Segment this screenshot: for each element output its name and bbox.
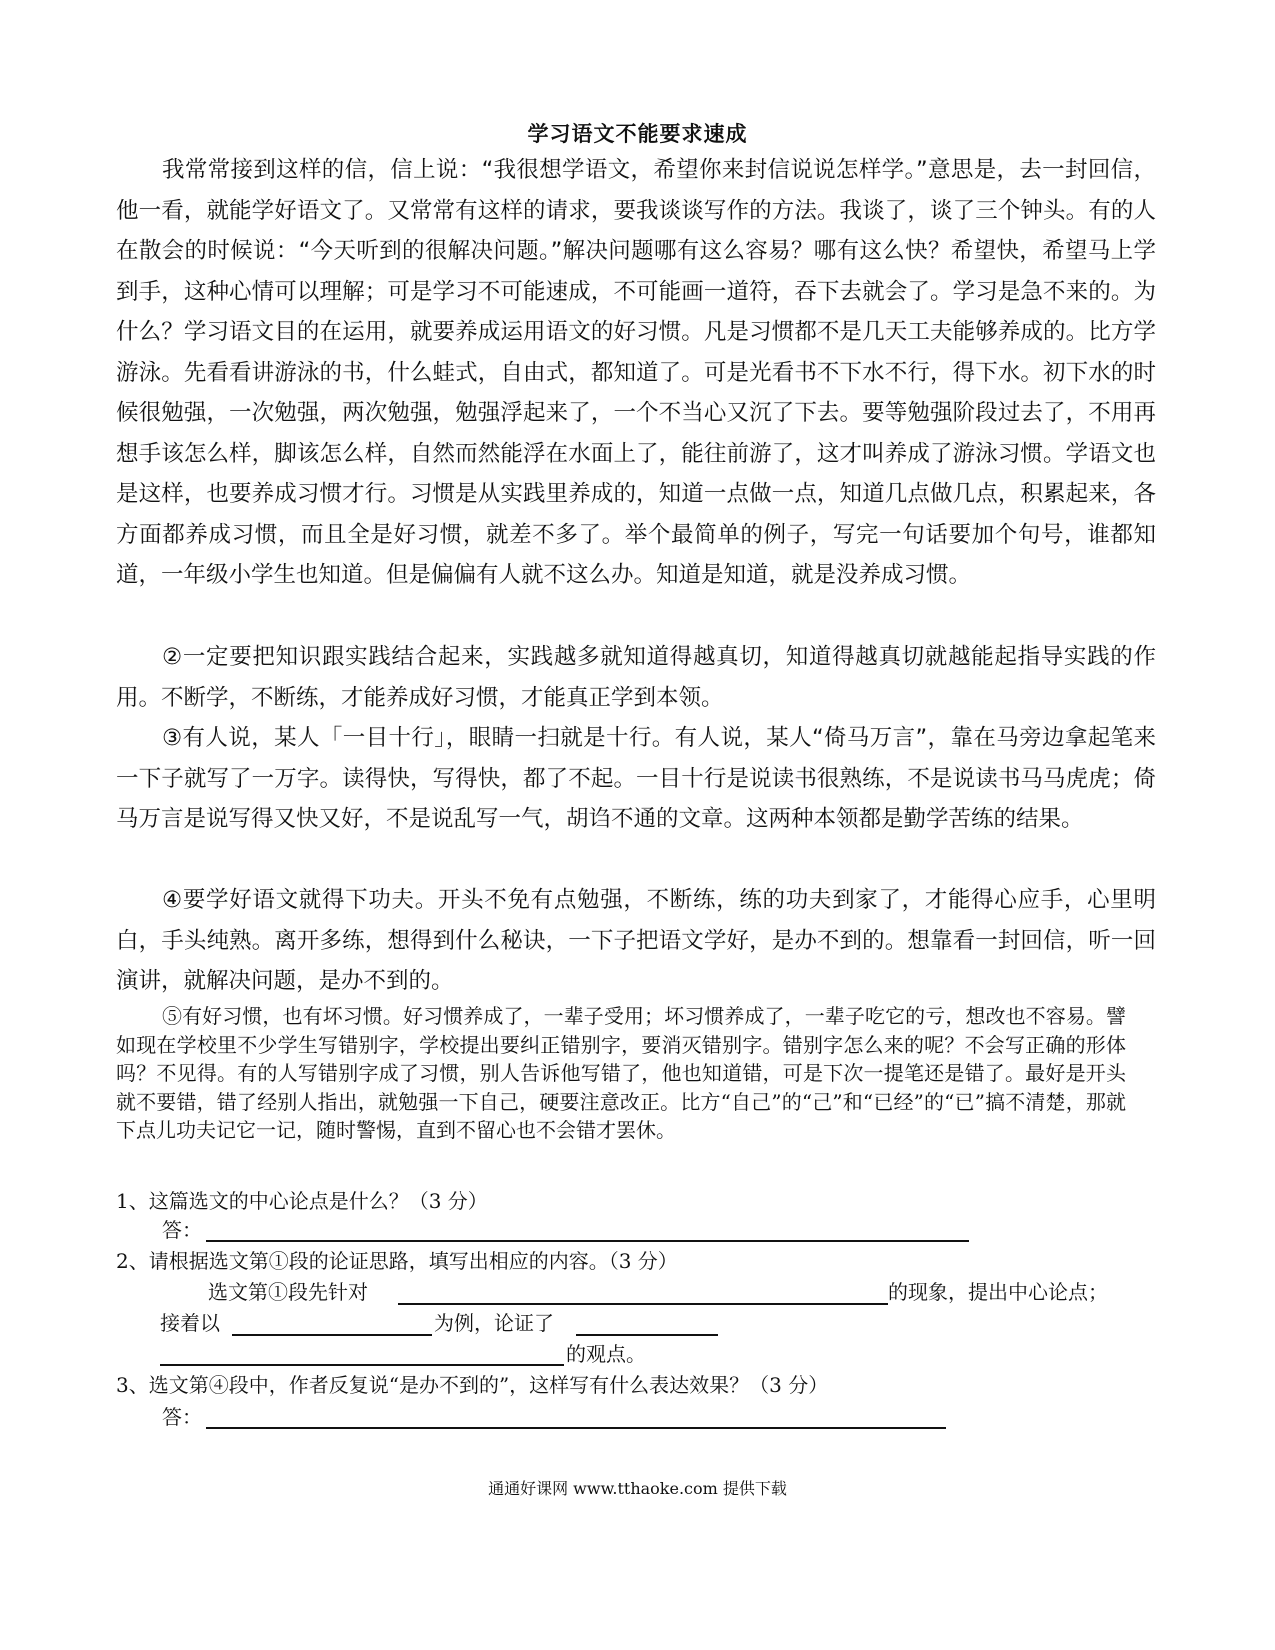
paragraph-3: ③有人说，某人「一目十行」，眼睛一扫就是十行。有人说，某人“倚马万言”，靠在马旁边拿起笔来一下子就写了一万字。读得快，写得快，都了不起。一目十行是说读书很熟练，不是说读书马马虎虎；倚马万言是说写得又快又好，不是说乱写一气，胡诌不通的文章。这两种本领都是勤学苦练的结果。 [116, 725, 1156, 832]
page-title: 学习语文不能要求速成 [527, 122, 748, 146]
paragraph-2: ②一定要把知识跟实践结合起来，实践越多就知道得越真切，知道得越真切就越能起指导实践的作用。不断学，不断练，才能养成好习惯，才能真正学到本领。 [116, 644, 1156, 711]
q2-blank-argument-a[interactable] [576, 1334, 718, 1336]
q2-line3-suffix: 的观点。 [566, 1342, 646, 1366]
q2-blank-argument-b[interactable] [160, 1364, 564, 1366]
question-1: 1、这篇选文的中心论点是什么？（3 分） [116, 1189, 488, 1213]
question-3: 3、选文第④段中，作者反复说“是办不到的”，这样写有什么表达效果？（3 分） [116, 1373, 829, 1397]
q2-line1-suffix: 的现象，提出中心论点； [888, 1280, 1108, 1304]
paragraph-5: ⑤有好习惯，也有坏习惯。好习惯养成了，一辈子受用；坏习惯养成了，一辈子吃它的亏，想改也不容易。譬如现在学校里不少学生写错别字，学校提出要纠正错别字，要消灭错别字。错别字怎么来的呢？不会写正确的形体吗？不见得。有的人写错别字成了习惯，别人告诉他写错了，他也知道错，可是下次一提笔还是错了。最好是开头就不要错，错了经别人指出，就勉强一下自己，硬要注意改正。比方“自己”的“己”和“已经”的“已”搞不清楚，那就下点儿功夫记它一记，随时警惕，直到不留心也不会错才罢休。 [116, 1004, 1126, 1142]
paragraph-4: ④要学好语文就得下功夫。开头不免有点勉强，不断练，练的功夫到家了，才能得心应手，心里明白，手头纯熟。离开多练，想得到什么秘诀，一下子把语文学好，是办不到的。想靠看一封回信，听一回演讲，就解决问题，是办不到的。 [116, 887, 1156, 994]
answer-blank-3[interactable] [206, 1427, 946, 1429]
paragraph-1: 我常常接到这样的信，信上说：“我很想学语文，希望你来封信说说怎样学。”意思是，去一封回信，他一看，就能学好语文了。又常常有这样的请求，要我谈谈写作的方法。我谈了，谈了三个钟头。有的人在散会的时候说：“今天听到的很解决问题。”解决问题哪有这么容易？哪有这么快？希望快，希望马上学到手，这种心情可以理解；可是学习不可能速成，不可能画一道符，吞下去就会了。学习是急不来的。为什么？学习语文目的在运用，就要养成运用语文的好习惯。凡是习惯都不是几天工夫能够养成的。比方学游泳。先看看讲游泳的书，什么蛙式，自由式，都知道了。可是光看书不下水不行，得下水。初下水的时候很勉强，一次勉强，两次勉强，勉强浮起来了，一个不当心又沉了下去。要等勉强阶段过去了，不用再想手该怎么样，脚该怎么样，自然而然能浮在水面上了，能往前游了，这才叫养成了游泳习惯。学语文也是这样，也要养成习惯才行。习惯是从实践里养成的，知道一点做一点，知道几点做几点，积累起来，各方面都养成习惯，而且全是好习惯，就差不多了。举个最简单的例子，写完一句话要加个句号，谁都知道，一年级小学生也知道。但是偏偏有人就不这么办。知道是知道，就是没养成习惯。 [116, 157, 1156, 588]
question-2: 2、请根据选文第①段的论证思路，填写出相应的内容。（3 分） [116, 1249, 678, 1273]
q2-line2-middle: 为例，论证了 [434, 1311, 554, 1335]
q2-line2-prefix: 接着以 [160, 1311, 220, 1335]
answer-label-1: 答： [162, 1218, 202, 1242]
q2-blank-phenomenon[interactable] [398, 1303, 888, 1305]
answer-label-3: 答： [162, 1405, 202, 1429]
q2-blank-example[interactable] [232, 1334, 432, 1336]
answer-blank-1[interactable] [206, 1240, 969, 1242]
q2-line1-prefix: 选文第①段先针对 [208, 1280, 368, 1304]
page-footer: 通通好课网 www.tthaoke.com 提供下载 [488, 1479, 787, 1498]
